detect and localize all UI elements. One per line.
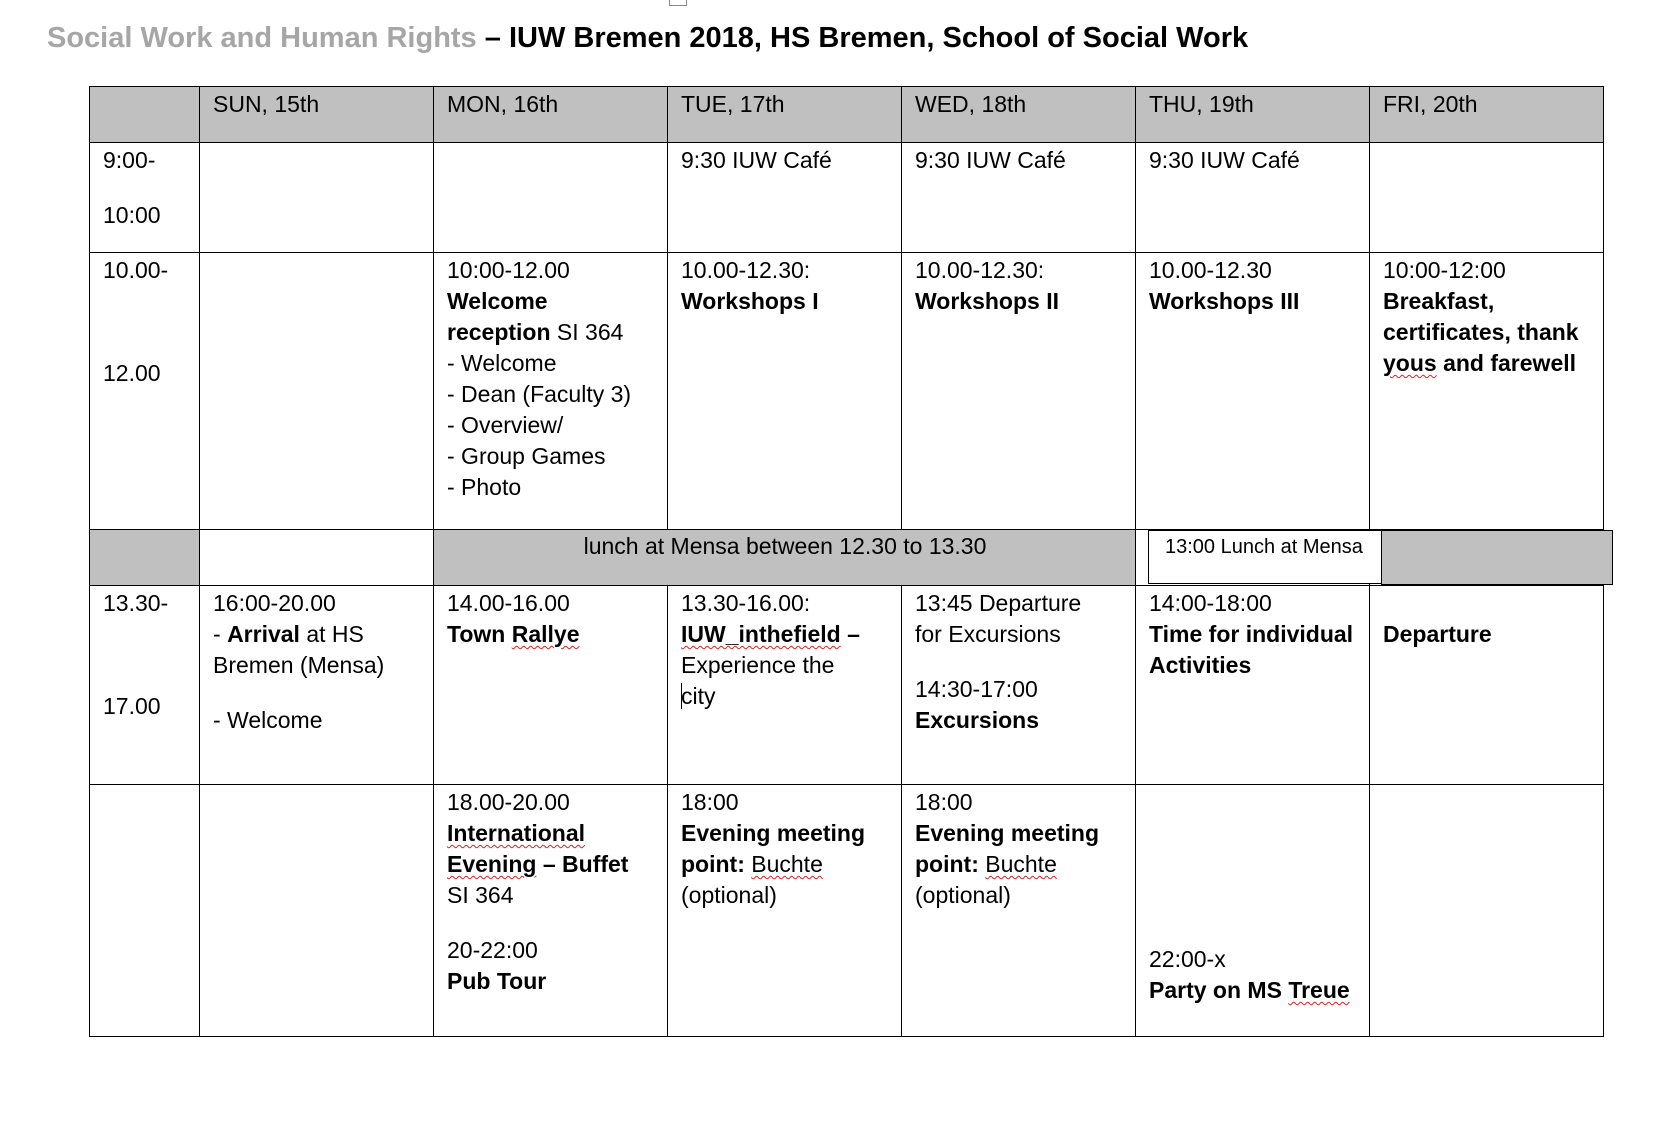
cell-tue-evening [668,785,902,1037]
row-morning-cafe [90,143,1604,253]
day-header-tue: TUE, 17th [668,87,902,143]
lunch-sun-cell [200,530,434,586]
event-title-line [1383,348,1591,379]
day-header-sun: SUN, 15th [200,87,434,143]
cell-wed-1000 [902,253,1136,530]
title-grey-part: Social Work and Human Rights [47,22,477,54]
event-text: at HS [299,621,364,647]
event-title: Activities [1149,652,1252,678]
event-text: 13:45 Departure [915,590,1082,616]
event-text: city [681,683,716,709]
cell-fri-1330 [1370,586,1604,785]
event-time: 14:30-17:00 [915,676,1038,702]
event-title: Workshops I [681,288,819,314]
cell-fri-0900 [1370,143,1604,253]
day-header-fri: FRI, 20th [1370,87,1604,143]
title-main-part: – IUW Bremen 2018, HS Bremen, School of Social Work [476,22,1249,54]
spellcheck-word: Buchte [985,851,1057,877]
cell-thu-evening [1136,785,1370,1037]
row-late-morning [90,253,1604,530]
event-title: Time for individual [1149,621,1354,647]
time-cell-1000 [90,253,200,530]
time-start: 9:00- [103,147,156,173]
spellcheck-word: IUW_inthefield [681,621,841,647]
spellcheck-word: Rallye [511,621,580,647]
cell-wed-1330 [902,586,1136,785]
cell-wed-0900: 9:30 IUW Café [902,143,1136,253]
agenda-item: - Photo [447,474,522,500]
time-cell-0900 [90,143,200,253]
cell-tue-0900: 9:30 IUW Café [668,143,902,253]
event-title: Excursions [915,707,1039,733]
header-corner-cell [90,87,200,143]
event-title: Departure [1383,621,1492,647]
spellcheck-word: International [447,820,586,846]
time-end: 12.00 [103,360,161,386]
event-title: point: [681,851,745,877]
event-text: (optional) [681,882,777,908]
event-time: 10.00-12.30: [681,257,811,283]
event-title: Pub Tour [447,968,547,994]
event-title: and farewell [1436,350,1577,376]
day-header-mon: MON, 16th [434,87,668,143]
event-room: SI 364 [447,882,514,908]
cell-tue-1000 [668,253,902,530]
lunch-fri-box [1381,530,1613,585]
event-time: 14.00-16.00 [447,590,570,616]
event-time: 13.30-16.00: [681,590,811,616]
cell-mon-1000 [434,253,668,530]
cell-thu-1000 [1136,253,1370,530]
lunch-banner: lunch at Mensa between 12.30 to 13.30 [434,530,1136,586]
event-time: 10:00-12.00 [447,257,570,283]
event-time: 14:00-18:00 [1149,590,1272,616]
cell-thu-1330 [1136,586,1370,785]
event-title: – [840,621,860,647]
bullet: - [213,621,228,647]
event-time: 16:00-20.00 [213,590,336,616]
event-text: Experience the [681,652,835,678]
lunch-thu-box: 13:00 Lunch at Mensa [1148,530,1382,584]
page-title [47,22,1248,55]
event-time: 10.00-12.30 [1149,257,1272,283]
event-title: certificates, thank [1383,319,1579,345]
day-header-thu: THU, 19th [1136,87,1370,143]
cell-thu-0900: 9:30 IUW Café [1136,143,1370,253]
cell-sun-0900 [200,143,434,253]
time-start: 10.00- [103,257,169,283]
cell-sun-evening [200,785,434,1037]
event-time: 10:00-12:00 [1383,257,1506,283]
event-title: Town [447,621,512,647]
event-title: Workshops II [915,288,1059,314]
row-evening [90,785,1604,1037]
event-text: (optional) [915,882,1011,908]
agenda-item: - Group Games [447,443,606,469]
agenda-item: - Welcome [213,707,323,733]
cell-fri-evening [1370,785,1604,1037]
time-cell-evening [90,785,200,1037]
spellcheck-word: Treue [1288,977,1350,1003]
agenda-item: - Dean (Faculty 3) [447,381,632,407]
time-cell-1330 [90,586,200,785]
time-end: 17.00 [103,693,161,719]
cell-fri-1000 [1370,253,1604,530]
event-title: – Buffet [536,851,629,877]
event-time: 10.00-12.30: [915,257,1045,283]
event-title: Evening meeting [915,820,1100,846]
cursor-marker [669,0,687,6]
row-afternoon [90,586,1604,785]
event-title: Arrival [227,621,300,647]
time-start: 13.30- [103,590,169,616]
event-title: Breakfast, [1383,288,1495,314]
event-title: Welcome [447,288,548,314]
header-row [90,87,1604,143]
event-text: Bremen (Mensa) [213,652,385,678]
spellcheck-word: Evening [447,851,537,877]
cell-mon-1330 [434,586,668,785]
event-title: point: [915,851,979,877]
cell-mon-0900 [434,143,668,253]
time-end: 10:00 [103,202,161,228]
cell-sun-1330 [200,586,434,785]
agenda-item: - Overview/ [447,412,564,438]
cell-wed-evening [902,785,1136,1037]
event-time: 22:00-x [1149,946,1226,972]
agenda-item: - Welcome [447,350,557,376]
event-title-line [447,317,655,348]
event-time: 18:00 [915,789,973,815]
event-time: 18:00 [681,789,739,815]
day-header-wed: WED, 18th [902,87,1136,143]
cell-mon-evening [434,785,668,1037]
event-title: Workshops III [1149,288,1300,314]
event-room: SI 364 [550,319,624,345]
lunch-time-cell [90,530,200,586]
spellcheck-word: Buchte [751,851,823,877]
event-title: Party on MS [1149,977,1289,1003]
event-text: for Excursions [915,621,1061,647]
event-title: Evening meeting [681,820,866,846]
cell-tue-1330 [668,586,902,785]
cell-sun-1000 [200,253,434,530]
event-time: 18.00-20.00 [447,789,570,815]
event-time: 20-22:00 [447,937,538,963]
spellcheck-word: yous [1383,350,1437,376]
event-title: reception [447,319,551,345]
